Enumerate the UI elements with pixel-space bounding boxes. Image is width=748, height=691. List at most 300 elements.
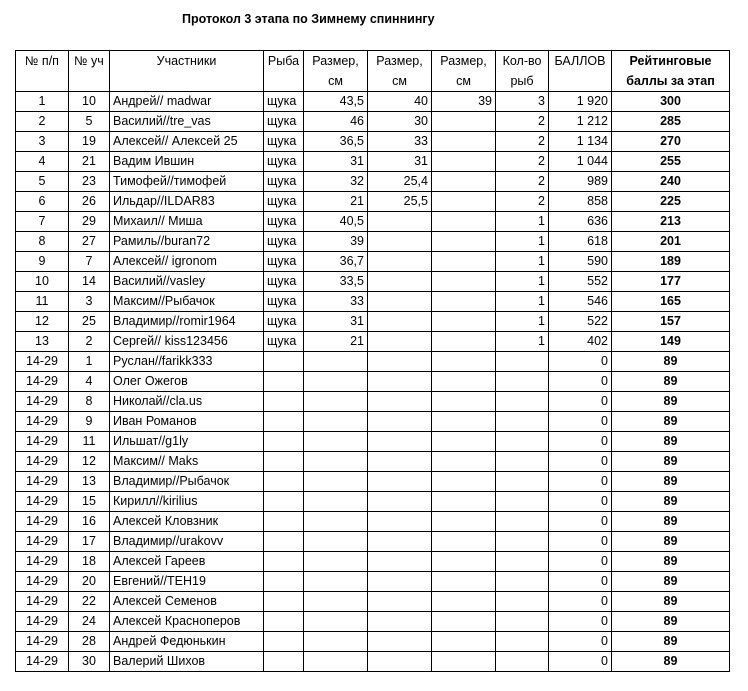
- cell-rating: 89: [612, 512, 730, 532]
- cell-size3: [432, 612, 496, 632]
- cell-rating: 89: [612, 612, 730, 632]
- cell-fish: щука: [264, 92, 304, 112]
- page-title: Протокол 3 этапа по Зимнему спиннингу: [182, 12, 435, 26]
- cell-count: 1: [496, 332, 549, 352]
- cell-size2: [368, 512, 432, 532]
- cell-num: 14-29: [16, 612, 69, 632]
- cell-count: [496, 572, 549, 592]
- cell-fish: щука: [264, 212, 304, 232]
- cell-size1: [304, 612, 368, 632]
- cell-rating: 177: [612, 272, 730, 292]
- cell-rating: 300: [612, 92, 730, 112]
- cell-size2: 40: [368, 92, 432, 112]
- cell-fish: [264, 652, 304, 672]
- cell-rating: 89: [612, 352, 730, 372]
- table-row: [16, 92, 730, 112]
- cell-fish: [264, 632, 304, 652]
- cell-size1: 31: [304, 312, 368, 332]
- cell-rating: 89: [612, 552, 730, 572]
- cell-rating: 89: [612, 392, 730, 412]
- cell-count: 1: [496, 212, 549, 232]
- cell-size3: [432, 332, 496, 352]
- cell-id: 4: [69, 372, 110, 392]
- cell-size2: [368, 412, 432, 432]
- cell-fish: [264, 532, 304, 552]
- cell-points: 0: [549, 392, 612, 412]
- cell-count: [496, 652, 549, 672]
- table-row: [16, 212, 730, 232]
- table-row: [16, 292, 730, 312]
- header-fish: Рыба: [264, 51, 304, 92]
- table-row: [16, 172, 730, 192]
- cell-size3: [432, 512, 496, 532]
- cell-size1: 39: [304, 232, 368, 252]
- cell-id: 1: [69, 352, 110, 372]
- cell-name: Алексей Красноперов: [110, 612, 264, 632]
- cell-num: 5: [16, 172, 69, 192]
- table-row: [16, 332, 730, 352]
- table-row: [16, 312, 730, 332]
- cell-name: Максим// Maks: [110, 452, 264, 472]
- cell-count: 2: [496, 132, 549, 152]
- cell-size3: [432, 372, 496, 392]
- cell-name: Евгений//TEH19: [110, 572, 264, 592]
- cell-size1: [304, 452, 368, 472]
- cell-size3: [432, 392, 496, 412]
- cell-id: 15: [69, 492, 110, 512]
- cell-count: 3: [496, 92, 549, 112]
- cell-num: 14-29: [16, 452, 69, 472]
- cell-id: 16: [69, 512, 110, 532]
- table-row: [16, 452, 730, 472]
- cell-size3: [432, 352, 496, 372]
- cell-rating: 89: [612, 632, 730, 652]
- cell-size1: 32: [304, 172, 368, 192]
- cell-size3: [432, 432, 496, 452]
- cell-name: Максим//Рыбачок: [110, 292, 264, 312]
- cell-name: Владимир//romir1964: [110, 312, 264, 332]
- cell-size2: [368, 232, 432, 252]
- cell-size2: [368, 352, 432, 372]
- cell-fish: [264, 592, 304, 612]
- cell-points: 1 212: [549, 112, 612, 132]
- cell-points: 0: [549, 652, 612, 672]
- header-size3: Размер, см: [432, 51, 496, 92]
- cell-points: 522: [549, 312, 612, 332]
- cell-rating: 201: [612, 232, 730, 252]
- header-size1: Размер, см: [304, 51, 368, 92]
- cell-count: 2: [496, 192, 549, 212]
- table-row: [16, 392, 730, 412]
- cell-size1: [304, 432, 368, 452]
- cell-size3: 39: [432, 92, 496, 112]
- cell-size1: 31: [304, 152, 368, 172]
- cell-fish: [264, 412, 304, 432]
- cell-points: 0: [549, 412, 612, 432]
- cell-count: [496, 392, 549, 412]
- cell-id: 17: [69, 532, 110, 552]
- cell-size2: [368, 612, 432, 632]
- cell-num: 11: [16, 292, 69, 312]
- cell-points: 0: [549, 372, 612, 392]
- cell-name: Валерий Шихов: [110, 652, 264, 672]
- cell-num: 6: [16, 192, 69, 212]
- cell-size3: [432, 192, 496, 212]
- cell-points: 1 044: [549, 152, 612, 172]
- cell-size3: [432, 212, 496, 232]
- cell-size3: [432, 292, 496, 312]
- cell-size2: [368, 552, 432, 572]
- cell-points: 1 134: [549, 132, 612, 152]
- cell-size2: [368, 532, 432, 552]
- cell-fish: [264, 472, 304, 492]
- cell-points: 590: [549, 252, 612, 272]
- cell-points: 0: [549, 612, 612, 632]
- cell-fish: [264, 352, 304, 372]
- cell-points: 0: [549, 432, 612, 452]
- cell-size2: [368, 572, 432, 592]
- cell-id: 5: [69, 112, 110, 132]
- table-row: [16, 652, 730, 672]
- cell-size3: [432, 132, 496, 152]
- cell-size1: 33,5: [304, 272, 368, 292]
- cell-count: [496, 632, 549, 652]
- cell-num: 14-29: [16, 512, 69, 532]
- cell-num: 14-29: [16, 432, 69, 452]
- header-id: № уч: [69, 51, 110, 92]
- cell-size1: 40,5: [304, 212, 368, 232]
- cell-name: Василий//tre_vas: [110, 112, 264, 132]
- cell-num: 1: [16, 92, 69, 112]
- cell-count: 1: [496, 272, 549, 292]
- cell-rating: 89: [612, 572, 730, 592]
- cell-rating: 89: [612, 472, 730, 492]
- cell-num: 14-29: [16, 372, 69, 392]
- cell-id: 7: [69, 252, 110, 272]
- cell-rating: 89: [612, 372, 730, 392]
- cell-name: Николай//cla.us: [110, 392, 264, 412]
- table-row: [16, 352, 730, 372]
- cell-size2: [368, 252, 432, 272]
- cell-fish: [264, 452, 304, 472]
- cell-count: [496, 472, 549, 492]
- cell-count: 1: [496, 312, 549, 332]
- cell-size3: [432, 452, 496, 472]
- cell-name: Руслан//farikk333: [110, 352, 264, 372]
- cell-name: Олег Ожегов: [110, 372, 264, 392]
- cell-size3: [432, 272, 496, 292]
- cell-id: 10: [69, 92, 110, 112]
- cell-size3: [432, 532, 496, 552]
- cell-name: Андрей Федюнькин: [110, 632, 264, 652]
- cell-points: 0: [549, 452, 612, 472]
- cell-size2: 31: [368, 152, 432, 172]
- cell-rating: 157: [612, 312, 730, 332]
- cell-count: 2: [496, 112, 549, 132]
- cell-fish: [264, 432, 304, 452]
- table-row: [16, 572, 730, 592]
- cell-id: 28: [69, 632, 110, 652]
- cell-num: 14-29: [16, 492, 69, 512]
- cell-size1: 43,5: [304, 92, 368, 112]
- cell-num: 14-29: [16, 572, 69, 592]
- cell-size1: [304, 412, 368, 432]
- cell-size1: [304, 552, 368, 572]
- cell-points: 0: [549, 632, 612, 652]
- cell-fish: [264, 612, 304, 632]
- cell-name: Алексей Семенов: [110, 592, 264, 612]
- cell-rating: 189: [612, 252, 730, 272]
- cell-fish: щука: [264, 292, 304, 312]
- cell-count: [496, 552, 549, 572]
- table-row: [16, 592, 730, 612]
- cell-count: 2: [496, 172, 549, 192]
- cell-points: 0: [549, 572, 612, 592]
- cell-points: 0: [549, 492, 612, 512]
- cell-name: Тимофей//тимофей: [110, 172, 264, 192]
- cell-size2: [368, 652, 432, 672]
- cell-size2: [368, 292, 432, 312]
- table-row: [16, 432, 730, 452]
- cell-fish: щука: [264, 312, 304, 332]
- cell-size2: [368, 472, 432, 492]
- cell-size3: [432, 252, 496, 272]
- cell-count: [496, 492, 549, 512]
- cell-name: Вадим Ившин: [110, 152, 264, 172]
- cell-size3: [432, 112, 496, 132]
- cell-size3: [432, 172, 496, 192]
- cell-id: 29: [69, 212, 110, 232]
- cell-size3: [432, 152, 496, 172]
- cell-num: 7: [16, 212, 69, 232]
- cell-size2: 25,4: [368, 172, 432, 192]
- table-row: [16, 192, 730, 212]
- cell-num: 14-29: [16, 412, 69, 432]
- cell-id: 8: [69, 392, 110, 412]
- cell-count: [496, 512, 549, 532]
- cell-fish: [264, 392, 304, 412]
- cell-name: Иван Романов: [110, 412, 264, 432]
- cell-name: Алексей Гареев: [110, 552, 264, 572]
- cell-num: 2: [16, 112, 69, 132]
- cell-size1: 36,5: [304, 132, 368, 152]
- table-row: [16, 512, 730, 532]
- cell-rating: 149: [612, 332, 730, 352]
- cell-size1: [304, 652, 368, 672]
- cell-num: 14-29: [16, 532, 69, 552]
- cell-fish: щука: [264, 112, 304, 132]
- cell-points: 618: [549, 232, 612, 252]
- cell-rating: 285: [612, 112, 730, 132]
- table-row: [16, 472, 730, 492]
- cell-size3: [432, 492, 496, 512]
- cell-rating: 270: [612, 132, 730, 152]
- cell-rating: 240: [612, 172, 730, 192]
- cell-count: [496, 432, 549, 452]
- cell-fish: щука: [264, 332, 304, 352]
- table-row: [16, 492, 730, 512]
- header-rating: Рейтинговые баллы за этап: [612, 51, 730, 92]
- table-row: [16, 532, 730, 552]
- cell-size1: [304, 632, 368, 652]
- cell-points: 1 920: [549, 92, 612, 112]
- cell-points: 546: [549, 292, 612, 312]
- header-name: Участники: [110, 51, 264, 92]
- cell-name: Владимир//urakovv: [110, 532, 264, 552]
- cell-fish: щука: [264, 172, 304, 192]
- cell-fish: [264, 512, 304, 532]
- cell-name: Кирилл//kirilius: [110, 492, 264, 512]
- header-count: Кол-во рыб: [496, 51, 549, 92]
- cell-size1: 33: [304, 292, 368, 312]
- cell-size1: [304, 512, 368, 532]
- table-row: [16, 112, 730, 132]
- cell-fish: [264, 372, 304, 392]
- cell-rating: 89: [612, 532, 730, 552]
- cell-id: 12: [69, 452, 110, 472]
- cell-id: 2: [69, 332, 110, 352]
- cell-fish: [264, 552, 304, 572]
- cell-size3: [432, 572, 496, 592]
- header-size2: Размер, см: [368, 51, 432, 92]
- cell-num: 4: [16, 152, 69, 172]
- cell-id: 22: [69, 592, 110, 612]
- cell-size2: [368, 632, 432, 652]
- table-row: [16, 632, 730, 652]
- cell-name: Рамиль//buran72: [110, 232, 264, 252]
- cell-name: Владимир//Рыбачок: [110, 472, 264, 492]
- cell-points: 552: [549, 272, 612, 292]
- cell-size3: [432, 652, 496, 672]
- cell-points: 0: [549, 512, 612, 532]
- cell-size1: [304, 372, 368, 392]
- cell-points: 858: [549, 192, 612, 212]
- header-num: № п/п: [16, 51, 69, 92]
- cell-fish: [264, 492, 304, 512]
- cell-count: [496, 612, 549, 632]
- cell-count: [496, 372, 549, 392]
- results-table: [15, 50, 730, 672]
- cell-id: 24: [69, 612, 110, 632]
- cell-rating: 89: [612, 412, 730, 432]
- cell-rating: 213: [612, 212, 730, 232]
- cell-size1: 21: [304, 332, 368, 352]
- cell-size1: [304, 472, 368, 492]
- cell-name: Алексей// igronom: [110, 252, 264, 272]
- cell-size2: [368, 332, 432, 352]
- cell-name: Алексей Кловзник: [110, 512, 264, 532]
- cell-id: 3: [69, 292, 110, 312]
- cell-size1: 21: [304, 192, 368, 212]
- cell-size3: [432, 232, 496, 252]
- cell-id: 18: [69, 552, 110, 572]
- cell-name: Ильшат//g1ly: [110, 432, 264, 452]
- cell-fish: щука: [264, 252, 304, 272]
- cell-size1: [304, 392, 368, 412]
- cell-id: 23: [69, 172, 110, 192]
- cell-rating: 255: [612, 152, 730, 172]
- cell-points: 989: [549, 172, 612, 192]
- cell-size2: 30: [368, 112, 432, 132]
- cell-size3: [432, 312, 496, 332]
- table-row: [16, 232, 730, 252]
- cell-count: [496, 412, 549, 432]
- cell-size1: 36,7: [304, 252, 368, 272]
- cell-fish: щука: [264, 152, 304, 172]
- cell-num: 13: [16, 332, 69, 352]
- cell-rating: 89: [612, 492, 730, 512]
- cell-size2: [368, 452, 432, 472]
- cell-id: 20: [69, 572, 110, 592]
- cell-num: 8: [16, 232, 69, 252]
- cell-size2: [368, 392, 432, 412]
- table-row: [16, 552, 730, 572]
- table-row: [16, 152, 730, 172]
- table-body: [16, 92, 730, 672]
- cell-name: Михаил// Миша: [110, 212, 264, 232]
- table-row: [16, 412, 730, 432]
- cell-num: 14-29: [16, 472, 69, 492]
- cell-size1: 46: [304, 112, 368, 132]
- cell-id: 25: [69, 312, 110, 332]
- cell-size3: [432, 472, 496, 492]
- cell-num: 14-29: [16, 392, 69, 412]
- cell-fish: щука: [264, 232, 304, 252]
- cell-count: 1: [496, 252, 549, 272]
- cell-size2: [368, 592, 432, 612]
- cell-id: 27: [69, 232, 110, 252]
- cell-count: [496, 592, 549, 612]
- cell-name: Сергей// kiss123456: [110, 332, 264, 352]
- cell-id: 14: [69, 272, 110, 292]
- cell-num: 12: [16, 312, 69, 332]
- cell-size2: [368, 372, 432, 392]
- cell-num: 14-29: [16, 592, 69, 612]
- cell-count: 1: [496, 292, 549, 312]
- cell-size1: [304, 532, 368, 552]
- cell-points: 402: [549, 332, 612, 352]
- cell-rating: 89: [612, 452, 730, 472]
- cell-id: 30: [69, 652, 110, 672]
- cell-size1: [304, 592, 368, 612]
- cell-size3: [432, 632, 496, 652]
- cell-size1: [304, 492, 368, 512]
- cell-points: 0: [549, 532, 612, 552]
- cell-points: 636: [549, 212, 612, 232]
- cell-points: 0: [549, 552, 612, 572]
- cell-fish: [264, 572, 304, 592]
- cell-fish: щука: [264, 272, 304, 292]
- cell-count: [496, 452, 549, 472]
- cell-num: 14-29: [16, 552, 69, 572]
- cell-size3: [432, 412, 496, 432]
- cell-count: 1: [496, 232, 549, 252]
- cell-rating: 89: [612, 652, 730, 672]
- cell-name: Андрей// madwar: [110, 92, 264, 112]
- cell-size2: 25,5: [368, 192, 432, 212]
- cell-id: 26: [69, 192, 110, 212]
- cell-num: 3: [16, 132, 69, 152]
- cell-id: 19: [69, 132, 110, 152]
- table-row: [16, 252, 730, 272]
- cell-size2: [368, 312, 432, 332]
- cell-name: Ильдар//ILDAR83: [110, 192, 264, 212]
- cell-num: 9: [16, 252, 69, 272]
- cell-num: 10: [16, 272, 69, 292]
- cell-rating: 89: [612, 592, 730, 612]
- cell-num: 14-29: [16, 352, 69, 372]
- cell-size2: 33: [368, 132, 432, 152]
